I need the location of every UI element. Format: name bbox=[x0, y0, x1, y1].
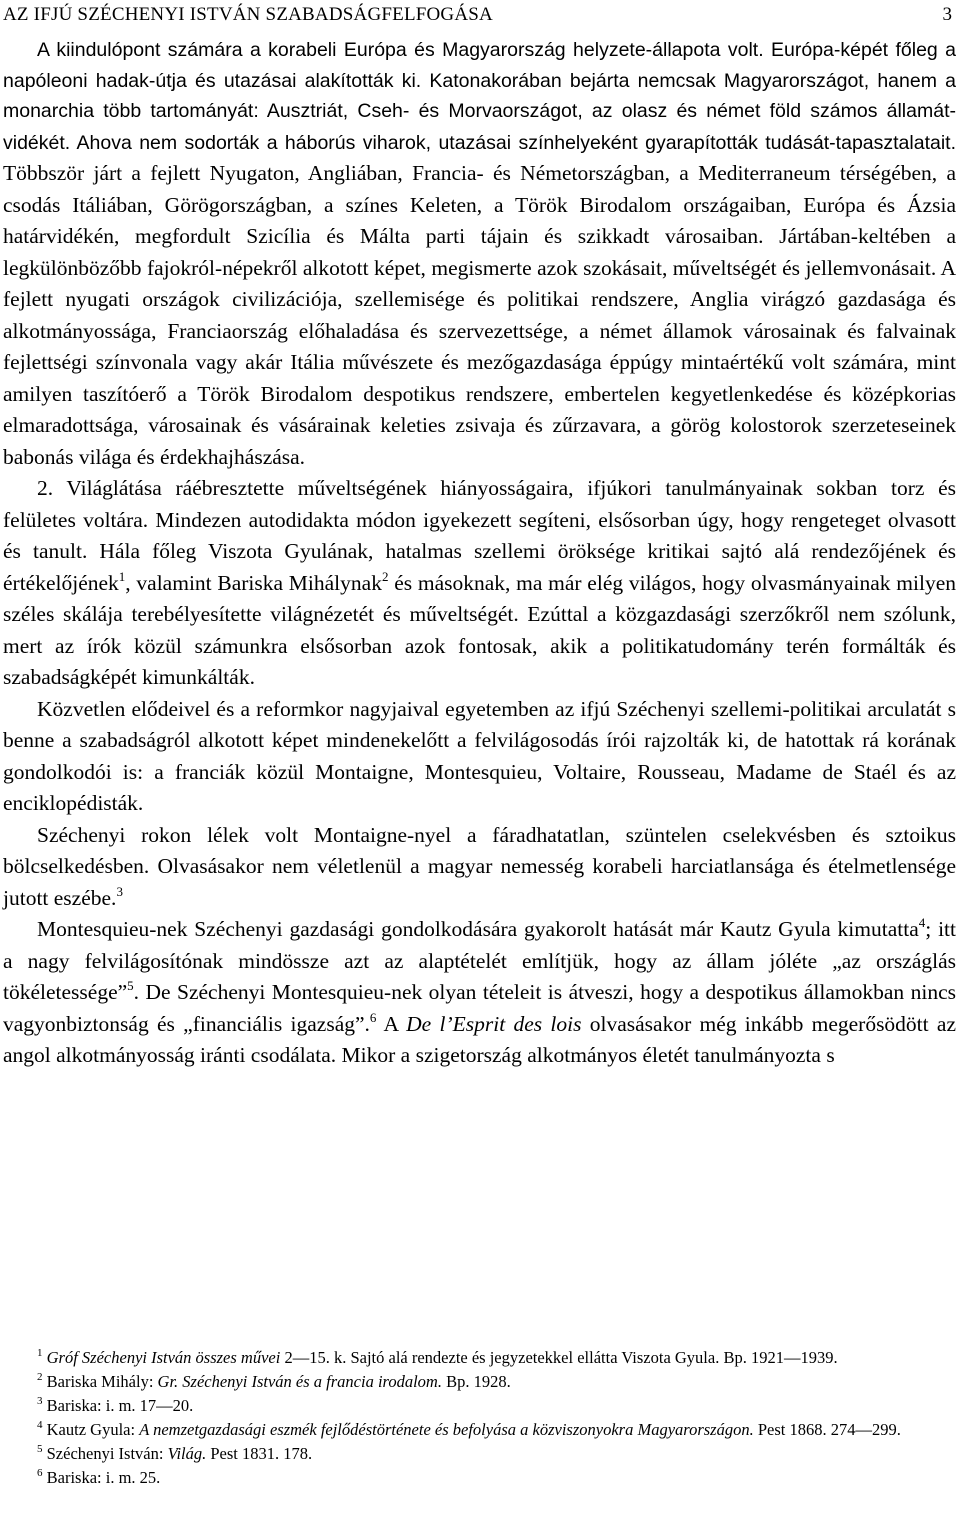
paragraph-5-text-d: A bbox=[376, 1011, 407, 1036]
footnote-ref-1[interactable]: 1 bbox=[118, 568, 126, 584]
paragraph-5-text-c: . De Széchenyi Montesquieu-nek olyan tételeit is átveszi, hogy a despotikus államokban nincs vagyonbiztonság és „financiális igazság”. bbox=[3, 980, 956, 1036]
footnote-pre: Széchenyi István: bbox=[46, 1444, 168, 1463]
footnote-1 bbox=[3, 1346, 956, 1370]
paragraph-2-text-a: 2. Világlátása ráébresztette műveltségének hiányosságaira, ifjúkori tanulmányainak sokban torz és felületes voltára. Mindezen autodidakta módon igyekezett segíteni, elsősorban úgy, hogy rengeteget olvasott és tanult. Hála főleg Viszota Gyulának, hatalmas szellemi öröksége kritikai sajtó alá rendezőjének és értékelőjének bbox=[3, 476, 956, 595]
footnote-text: Bariska: i. m. 17—20. bbox=[46, 1396, 194, 1415]
book-title-italic: De l’Esprit des lois bbox=[406, 1011, 582, 1036]
paragraph-3-text: Közvetlen elődeivel és a reformkor nagyjaival egyetemben az ifjú Széchenyi szellemi-politikai arculatát s benne a szabadságról alkotott képet mindenekelőtt a felvilágosodás írói rajzolták ki, de hatottak rá korának gondolkodói is: a franciák közül Montaigne, Montesquieu, Voltaire, Rousseau, Madame de Staél és az enciklopédisták. bbox=[3, 696, 956, 815]
footnote-number: 3 bbox=[37, 1395, 43, 1407]
footnote-ref-5[interactable]: 5 bbox=[127, 978, 134, 993]
paragraph-4-text: Széchenyi rokon lélek volt Montaigne-nyel a fáradhatatlan, szüntelen cselekvésben és sztoikus bölcselkedésben. Olvasásakor nem véletlenül a magyar nemesség korabeli harciatlansága és ételmetlensége jutott eszébe. bbox=[3, 822, 956, 910]
footnote-number: 4 bbox=[37, 1419, 43, 1431]
footnote-number: 2 bbox=[37, 1371, 43, 1383]
footnote-number: 5 bbox=[37, 1443, 43, 1455]
footnote-pre: Bariska Mihály: bbox=[46, 1372, 158, 1391]
footnote-number: 1 bbox=[37, 1347, 43, 1359]
running-title: AZ IFJÚ SZÉCHENYI ISTVÁN SZABADSÁGFELFOGÁSA bbox=[3, 4, 493, 25]
page-number: 3 bbox=[942, 4, 952, 25]
paragraph-1-sans-part: A kiindulópont számára a korabeli Európa és Magyarország helyzete-állapota volt. Európa-képét főleg a napóleoni hadak-útja és utazásai alakították ki. Katonakorában bejárta nemcsak Magyarországot, hanem a monarchia több tartományát: Ausztriát, Cseh- és Morvaországot, az olasz és német föld számos államát-vidékét. Ahova nem sodorták a háborús viharok, utazásai színhelyeként gyarapították tudását-tapasztalatait. bbox=[3, 39, 956, 154]
paragraph-1-serif-part: Többször járt a fejlett Nyugaton, Angliában, Francia- és Németországban, a Mediterraneum térségében, a csodás Itáliában, Görögországban, a színes Keleten, a Török Birodalom országaiban, Európa és Ázsia határvidékén, megfordult Szicília és Málta parti tájain és szikkadt városaiban. Jártában-keltében a legkülönbözőbb fajokról-népekről alkotott képet, megismerte azok szokásait, műveltségét és jellemvonásait. A fejlett nyugati országok civilizációja, szellemisége és politikai rendszere, Anglia virágzó gazdasága és alkotmányossága, Franciaország előhaladása és szervezettsége, a német államok városainak és falvainak fejlettségi színvonala vagy akár Itália művészete és mezőgazdasága éppúgy mintaértékű volt számára, mint amilyen taszítóerő a Török Birodalom despotikus rendszere, embertelen kegyetlenkedése és középkorias elmaradottsága, városainak és vásárainak keleties zsivaja és zűrzavara, a görög kolostorok szerzeteseinek babonás világa és érdekhajhászása. bbox=[3, 161, 956, 469]
footnote-2 bbox=[3, 1370, 956, 1394]
footnote-ref-3[interactable]: 3 bbox=[116, 883, 123, 899]
footnote-6 bbox=[3, 1466, 956, 1490]
footnote-ref-2[interactable]: 2 bbox=[381, 568, 389, 584]
footnote-number: 6 bbox=[37, 1467, 43, 1479]
paragraph-2 bbox=[3, 473, 956, 694]
running-header bbox=[3, 2, 952, 28]
footnote-italic: Gróf Széchenyi István összes művei bbox=[46, 1348, 281, 1367]
paragraph-2-text-c: és másoknak, ma már elég világos, hogy olvasmányainak milyen széles skálája terebélyesítette világnézetét és műveltségét. Ezúttal a közgazdasági szerzőkről nem szólunk, mert az írók közül számunkra elsősorban azok fontosak, akik a politikatudomány terén formálták és szabadságképét kimunkálták. bbox=[3, 570, 956, 689]
footnote-3 bbox=[3, 1394, 956, 1418]
footnote-italic: Gr. Széchenyi István és a francia irodalom. bbox=[157, 1372, 442, 1391]
footnote-ref-4[interactable]: 4 bbox=[918, 915, 926, 930]
footnote-text: Bp. 1928. bbox=[441, 1372, 511, 1391]
paragraph-5-text-a: Montesquieu-nek Széchenyi gazdasági gondolkodására gyakorolt hatását már Kautz Gyula kimutatta bbox=[37, 917, 919, 941]
paragraph-5 bbox=[3, 914, 956, 1072]
body-text bbox=[3, 35, 956, 1072]
footnote-italic: A nemzetgazdasági eszmék fejlődéstörténete és befolyása a közviszonyokra Magyarországon. bbox=[139, 1420, 754, 1439]
paragraph-5-text-b: ; itt a nagy felvilágosítónak mindössze azt az alaptételét említjük, hogy az állam jóléte „az országlás tökéletessége” bbox=[3, 917, 956, 1004]
footnote-text: 2—15. k. Sajtó alá rendezte és jegyzetekkel ellátta Viszota Gyula. Bp. 1921—1939. bbox=[280, 1348, 838, 1367]
footnote-text: Pest 1831. 178. bbox=[206, 1444, 313, 1463]
footnote-4 bbox=[3, 1418, 956, 1442]
footnote-pre: Kautz Gyula: bbox=[46, 1420, 140, 1439]
footnote-italic: Világ. bbox=[167, 1444, 207, 1463]
footnote-ref-6[interactable]: 6 bbox=[369, 1009, 377, 1025]
paragraph-5-text-e: olvasásakor még inkább megerősödött az angol alkotmányosság iránti csodálata. Mikor a szigetország alkotmányos életét tanulmányozta s bbox=[3, 1011, 956, 1067]
paragraph-2-text-b: , valamint Bariska Mihálynak bbox=[125, 570, 382, 595]
paragraph-3 bbox=[3, 694, 956, 820]
footnote-text: Bariska: i. m. 25. bbox=[46, 1468, 161, 1487]
paragraph-4 bbox=[3, 820, 956, 915]
footnote-text: Pest 1868. 274—299. bbox=[753, 1420, 901, 1439]
footnote-5 bbox=[3, 1442, 956, 1466]
footnotes bbox=[3, 1346, 956, 1490]
paragraph-1 bbox=[3, 35, 956, 473]
